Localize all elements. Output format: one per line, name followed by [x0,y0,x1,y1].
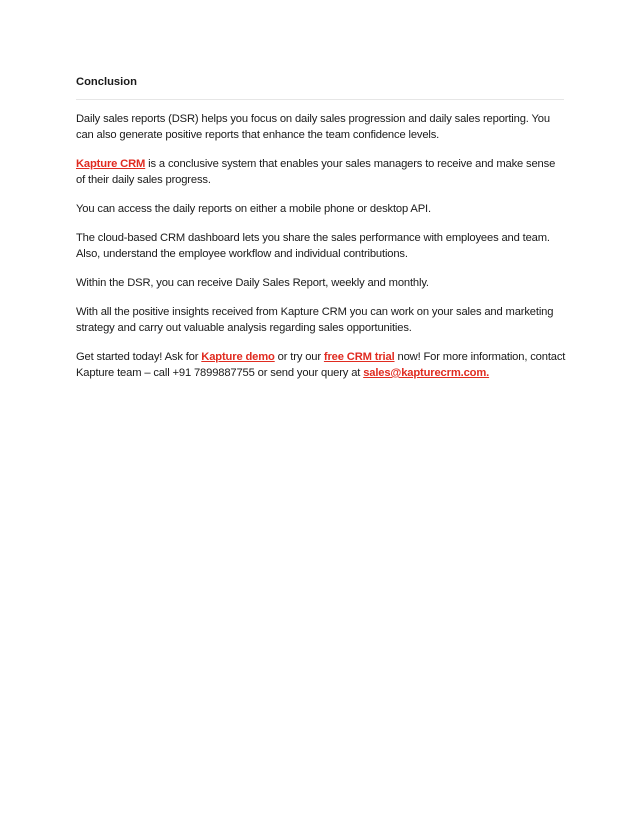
paragraph-intro: Daily sales reports (DSR) helps you focus on daily sales progression and daily sales reporting. You can also generate positive reports that enhance the team confidence levels. [76,113,550,141]
sales-email-link[interactable]: sales@kapturecrm.com. [363,367,490,379]
get-started-text-2: or try our [274,351,324,363]
kapture-crm-link[interactable]: Kapture CRM [76,158,146,170]
paragraph-insights: With all the positive insights received from Kapture CRM you can work on your sales and marketing strategy and carry out valuable analysis regarding sales opportunities. [76,306,554,334]
paragraph-access: You can access the daily reports on either a mobile phone or desktop API. [76,203,431,215]
heading-divider [76,99,564,100]
document-page [76,74,566,394]
paragraph-kapture [76,156,566,188]
get-started-text-1: Get started today! Ask for [76,351,202,363]
paragraph-dashboard: The cloud-based CRM dashboard lets you share the sales performance with employees and team. Also, understand the employee workflow and individual contributions. [76,232,550,260]
section-heading: Conclusion [76,76,137,88]
get-started-text-3: now! For more information, contact Kapture team – call +91 7899887755 or send your query at [76,351,566,379]
kapture-demo-link[interactable]: Kapture demo [201,351,275,363]
paragraph-kapture-text: is a conclusive system that enables your sales managers to receive and make sense of their daily sales progress. [76,158,556,186]
paragraph-get-started [76,349,566,381]
paragraph-dsr: Within the DSR, you can receive Daily Sales Report, weekly and monthly. [76,277,429,289]
free-crm-trial-link[interactable]: free CRM trial [323,351,395,363]
